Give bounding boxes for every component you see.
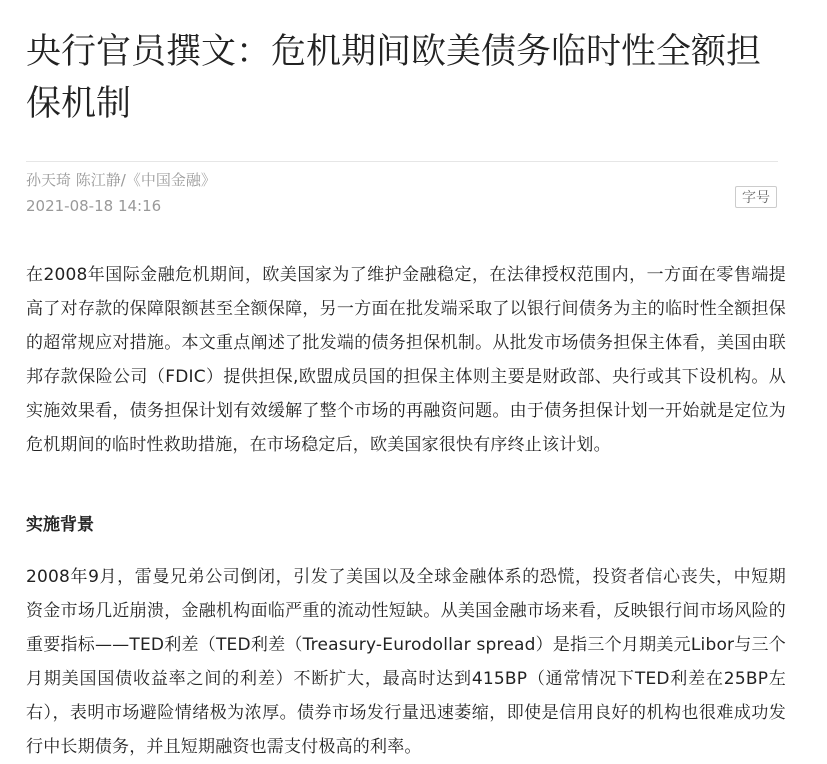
byline <box>26 169 216 191</box>
title-divider <box>26 161 778 162</box>
section-heading: 实施背景 <box>26 515 94 535</box>
section-paragraph: 2008年9月，雷曼兄弟公司倒闭，引发了美国以及全球金融体系的恐慌，投资者信心丧失，中短期资金市场几近崩溃，金融机构面临严重的流动性短缺。从美国金融市场来看，反映银行间市场风险的重要指标——TED利差（TED利差（Treasury-Eurodollar spread）是指三个月期美元Libor与三个月期美国国债收益率之间的利差）不断扩大，最高时达到415BP（通常情况下TED利差在25BP左右），表明市场避险情绪极为浓厚。债券市场发行量迅速萎缩，即使是信用良好的机构也很难成功发行中长期债务，并且短期融资也需支付极高的利率。 <box>26 567 786 757</box>
article-title: 央行官员撰文：危机期间欧美债务临时性全额担保机制 <box>26 32 762 124</box>
font-size-button[interactable]: 字号 <box>735 186 777 208</box>
byline-separator: / <box>120 171 126 189</box>
article-source: 《中国金融》 <box>125 171 216 189</box>
publish-date: 2021-08-18 14:16 <box>26 197 162 215</box>
article-paragraph: 在2008年国际金融危机期间，欧美国家为了维护金融稳定，在法律授权范围内，一方面在零售端提高了对存款的保障限额甚至全额保障，另一方面在批发端采取了以银行间债务为主的临时性全额担保的超常规应对措施。本文重点阐述了批发端的债务担保机制。从批发市场债务担保主体看，美国由联邦存款保险公司（FDIC）提供担保,欧盟成员国的担保主体则主要是财政部、央行或其下设机构。从实施效果看，债务担保计划有效缓解了整个市场的再融资问题。由于债务担保计划一开始就是定位为危机期间的临时性救助措施，在市场稳定后，欧美国家很快有序终止该计划。 <box>26 265 786 455</box>
article-authors: 孙天琦 陈江静 <box>26 171 121 189</box>
